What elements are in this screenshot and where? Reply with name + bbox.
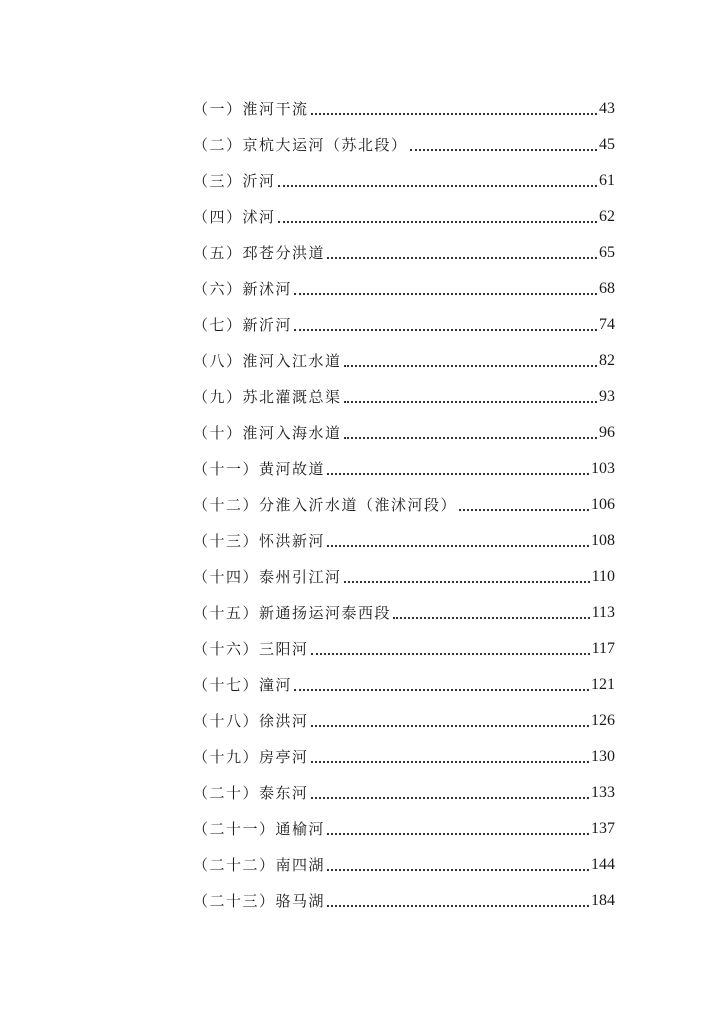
toc-entry[interactable] (193, 127, 615, 163)
toc-entry-title: 南四湖 (275, 856, 326, 874)
toc-entry-page-number: 106 (591, 496, 615, 513)
toc-entry-page-number: 113 (591, 604, 615, 621)
toc-entry-number: （二十） (193, 784, 260, 802)
toc-entry-title: 房亭河 (259, 748, 309, 766)
toc-entry-number: （二十三） (193, 892, 276, 910)
toc-entry-title: 通榆河 (275, 820, 326, 838)
toc-entry-number: （十） (193, 424, 243, 442)
toc-entry-title: 徐洪河 (259, 712, 309, 730)
toc-entry[interactable] (193, 559, 615, 595)
dot-leader (278, 220, 597, 223)
toc-entry[interactable] (193, 487, 615, 523)
toc-entry[interactable] (193, 379, 615, 415)
toc-entry-number: （五） (193, 244, 243, 262)
toc-entry-number: （十一） (193, 460, 260, 478)
toc-entry-title: 三阳河 (259, 640, 309, 658)
dot-leader (278, 184, 597, 187)
toc-entry-title: 潼河 (259, 676, 293, 694)
toc-entry-page-number: 43 (599, 100, 615, 117)
dot-leader (311, 652, 590, 655)
toc-entry-page-number: 82 (599, 352, 615, 369)
toc-entry-page-number: 65 (599, 244, 615, 261)
toc-entry-number: （十四） (193, 568, 260, 586)
toc-entry[interactable] (193, 667, 615, 703)
toc-entry-title: 邳苍分洪道 (242, 244, 326, 262)
dot-leader (393, 616, 590, 619)
toc-entry-page-number: 93 (599, 388, 615, 405)
toc-entry-title: 骆马湖 (275, 892, 326, 910)
toc-entry-page-number: 133 (591, 784, 615, 801)
dot-leader (459, 508, 589, 511)
toc-entry-number: （七） (193, 316, 243, 334)
toc-entry-number: （八） (193, 352, 243, 370)
toc-entry-page-number: 126 (591, 712, 615, 729)
toc-entry-page-number: 130 (591, 748, 615, 765)
dot-leader (294, 292, 597, 295)
dot-leader (344, 400, 597, 403)
toc-entry-title: 新通扬运河泰西段 (259, 604, 392, 622)
toc-entry[interactable] (193, 199, 615, 235)
toc-entry-number: （十七） (193, 676, 260, 694)
toc-entry-page-number: 108 (591, 532, 615, 549)
toc-entry-title: 淮河入海水道 (242, 424, 342, 442)
toc-entry-title: 京杭大运河（苏北段） (242, 136, 408, 154)
dot-leader (327, 256, 597, 259)
dot-leader (294, 688, 589, 691)
dot-leader (327, 832, 589, 835)
toc-entry-number: （十五） (193, 604, 260, 622)
dot-leader (327, 868, 589, 871)
toc-entry-number: （二十二） (193, 856, 276, 874)
toc-entry-number: （三） (193, 172, 243, 190)
toc-entry-page-number: 103 (591, 460, 615, 477)
toc-entry-title: 泰东河 (259, 784, 309, 802)
toc-entry-number: （十六） (193, 640, 260, 658)
dot-leader (327, 904, 589, 907)
toc-entry-title: 新沭河 (242, 280, 293, 298)
toc-entry-title: 淮河干流 (242, 100, 309, 118)
toc-entry-number: （四） (193, 208, 243, 226)
toc-entry-number: （二） (193, 136, 243, 154)
toc-entry[interactable] (193, 811, 615, 847)
dot-leader (311, 724, 589, 727)
toc-entry-page-number: 117 (591, 640, 615, 657)
toc-entry[interactable] (193, 163, 615, 199)
toc-entry-page-number: 74 (599, 316, 615, 333)
toc-entry-number: （二十一） (193, 820, 276, 838)
toc-entry-title: 怀洪新河 (259, 532, 326, 550)
toc-entry-number: （十九） (193, 748, 260, 766)
dot-leader (311, 796, 589, 799)
toc-entry[interactable] (193, 235, 615, 271)
toc-entry-number: （六） (193, 280, 243, 298)
toc-entry-number: （十二） (193, 496, 260, 514)
toc-entry-page-number: 144 (591, 856, 615, 873)
toc-entry[interactable] (193, 631, 615, 667)
dot-leader (344, 364, 597, 367)
toc-entry-title: 淮河入江水道 (242, 352, 342, 370)
toc-entry-page-number: 137 (591, 820, 615, 837)
toc-entry-title: 泰州引江河 (259, 568, 342, 586)
toc-entry-number: （九） (193, 388, 243, 406)
toc-entry[interactable] (193, 271, 615, 307)
toc-entry-title: 沭河 (242, 208, 276, 226)
dot-leader (410, 148, 597, 151)
toc-entry-page-number: 96 (599, 424, 615, 441)
toc-entry[interactable] (193, 847, 615, 883)
dot-leader (327, 544, 589, 547)
toc-entry-page-number: 45 (599, 136, 615, 153)
toc-entry-page-number: 184 (591, 892, 615, 909)
toc-entry-title: 黄河故道 (259, 460, 326, 478)
toc-entry[interactable] (193, 595, 615, 631)
toc-entry-number: （一） (193, 100, 243, 118)
dot-leader (311, 112, 597, 115)
table-of-contents (193, 91, 615, 919)
toc-entry[interactable] (193, 307, 615, 343)
toc-entry[interactable] (193, 775, 615, 811)
toc-entry-page-number: 121 (591, 676, 615, 693)
toc-entry[interactable] (193, 451, 615, 487)
toc-entry[interactable] (193, 415, 615, 451)
toc-entry[interactable] (193, 703, 615, 739)
dot-leader (294, 328, 597, 331)
dot-leader (344, 436, 597, 439)
toc-entry-page-number: 61 (599, 172, 615, 189)
toc-entry[interactable] (193, 343, 615, 379)
toc-entry-title: 苏北灌溉总渠 (242, 388, 342, 406)
toc-entry-page-number: 110 (591, 568, 615, 585)
toc-entry-title: 新沂河 (242, 316, 293, 334)
toc-entry[interactable] (193, 739, 615, 775)
toc-entry-page-number: 62 (599, 208, 615, 225)
dot-leader (327, 472, 589, 475)
toc-entry-number: （十三） (193, 532, 260, 550)
toc-entry[interactable] (193, 91, 615, 127)
toc-entry[interactable] (193, 523, 615, 559)
dot-leader (311, 760, 589, 763)
toc-entry-page-number: 68 (599, 280, 615, 297)
toc-entry-title: 分淮入沂水道（淮沭河段） (259, 496, 458, 514)
toc-entry-number: （十八） (193, 712, 260, 730)
toc-entry-title: 沂河 (242, 172, 276, 190)
dot-leader (344, 580, 590, 583)
toc-entry[interactable] (193, 883, 615, 919)
